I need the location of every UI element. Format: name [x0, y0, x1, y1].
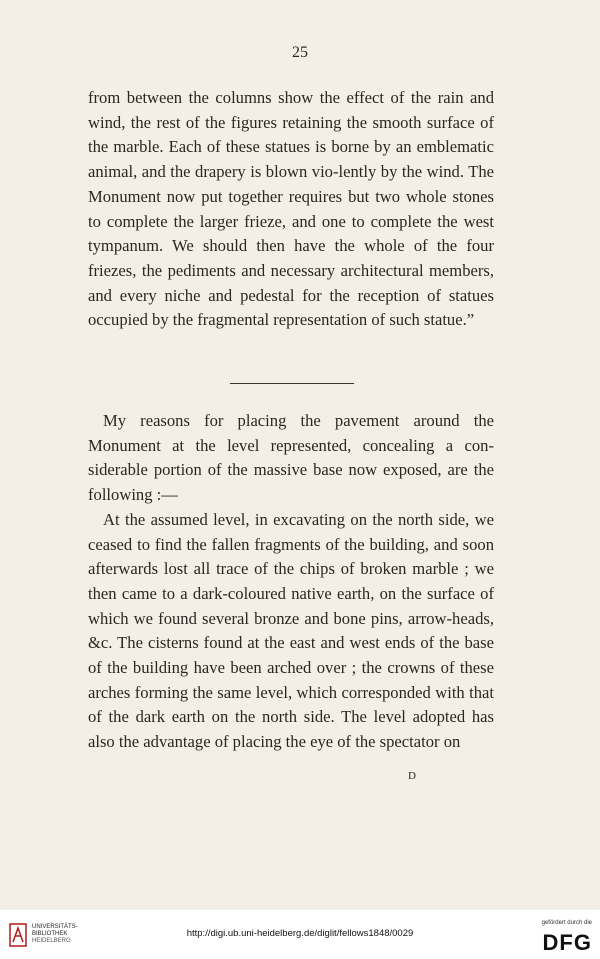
library-name-line2: BIBLIOTHEK — [32, 931, 68, 937]
section-divider — [230, 383, 354, 384]
library-name-line3: HEIDELBERG — [32, 938, 71, 944]
paragraph-2: My reasons for placing the pavement around the Monument at the level represented, concealing a con-siderable portion of the massive base now exposed, are the following :— — [88, 411, 494, 505]
source-url[interactable]: http://digi.ub.uni-heidelberg.de/diglit/fellows1848/0029 — [186, 928, 414, 939]
funded-by-label: gefördert durch die — [541, 920, 592, 926]
page-number: 25 — [292, 44, 308, 61]
text-block-top — [88, 86, 494, 333]
paragraph-3: At the assumed level, in excavating on the north side, we ceased to find the fallen fragments of the building, and soon afterwards lost all trace of the chips of broken marble ; we then came to a dark-coloured native earth, on the surface of which we found several bronze and bone pins, arrow-heads, &c. The cisterns found at the east and west ends of the base of the building have been arched over ; the crowns of these arches forming the same level, which corresponded with that of the dark earth on the north side. The level adopted has also the advantage of placing the eye of the spectator on — [88, 509, 494, 752]
library-name-line1: UNIVERSITÄTS- — [32, 924, 78, 930]
signature-mark: D — [408, 770, 417, 782]
digitization-footer — [0, 910, 600, 959]
dfg-logo: DFG — [542, 930, 592, 955]
paragraph-1: from between the columns show the effect of the rain and wind, the rest of the figures retaining the smooth surface of the marble. Each of these statues is borne by an emblematic animal, and the drapery is blown vio-lently by the wind. The Monument now put together requires but two whole stones to complete the larger frieze, and one to complete the west tympanum. We should then have the whole of the four friezes, the pediments and necessary architectural members, and every niche and pedestal for the reception of statues occupied by the fragmental representation of such statue.” — [88, 88, 494, 330]
text-block-bottom — [88, 409, 494, 755]
